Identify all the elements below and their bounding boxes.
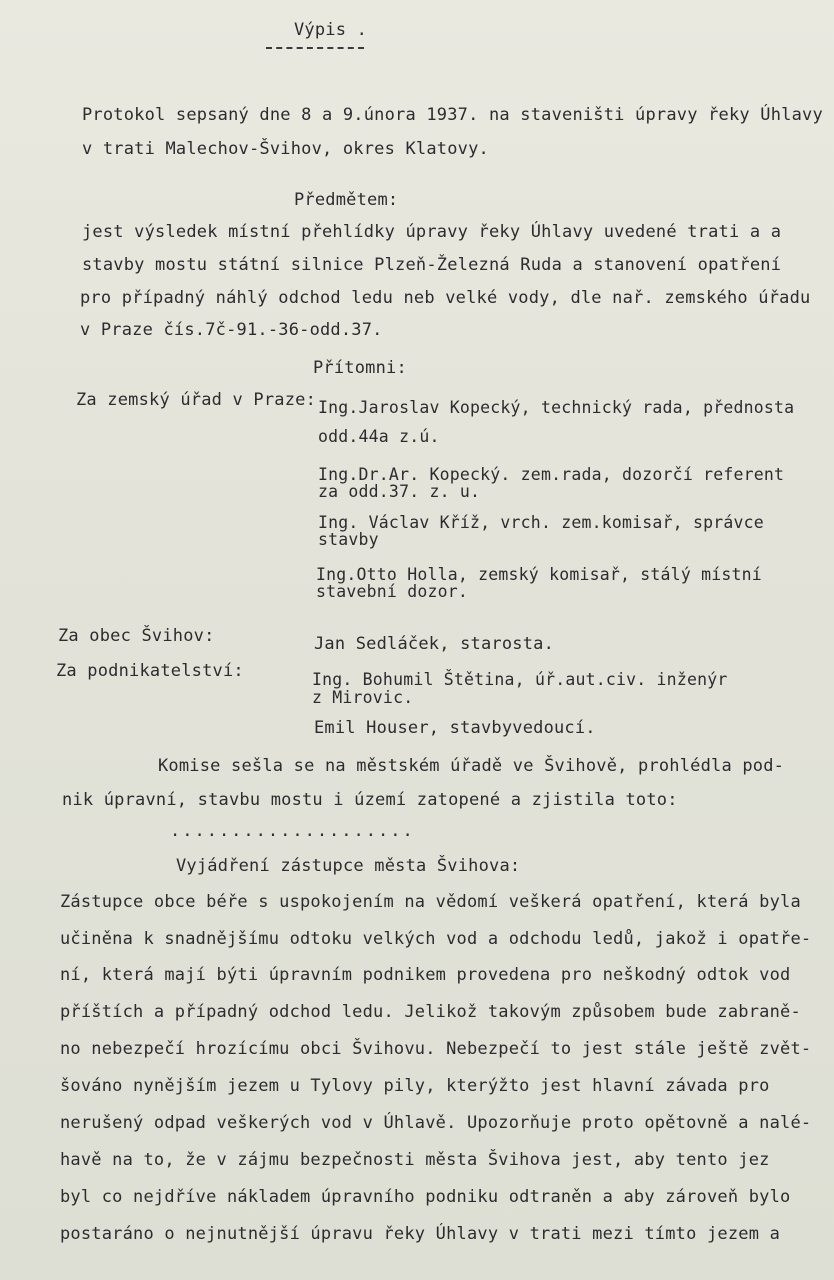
subject-line-2: stavby mostu státní silnice Plzeň-Železná Ruda a stanovení opatření [82,255,782,275]
title-underline [266,47,364,49]
zemsky-urad-label: Za zemský úřad v Praze: [76,390,317,410]
document-title: Výpis . [294,20,368,40]
person-line: odd.44a z.ú. [318,427,440,446]
person-line: Ing.Jaroslav Kopecký, technický rada, přednosta [318,398,795,417]
person-line: za odd.37. z. u. [318,482,481,501]
ellipsis-separator: .................... [170,821,415,841]
obec-label: Za obec Švihov: [58,626,215,646]
statement-line: byl co nejdříve nákladem úpravního podniku odtraněn a aby zároveň bylo [60,1187,791,1207]
subject-line-3: pro případný náhlý odchod ledu neb velké vody, dle nař. zemského úřadu [80,288,811,308]
statement-line: příštích a případný odchod ledu. Jelikož takovým způsobem bude zabraně- [60,1002,801,1022]
statement-line: havě na to, že v zájmu bezpečnosti města Švihova jest, aby tento jez [60,1150,770,1170]
person-line: Ing.Dr.Ar. Kopecký. zem.rada, dozorčí referent [318,465,785,484]
obec-person: Jan Sedláček, starosta. [314,634,555,654]
intro-line-2: v trati Malechov-Švihov, okres Klatovy. [82,139,489,159]
statement-line: Zástupce obce béře s uspokojením na vědomí veškerá opatření, která byla [60,892,801,912]
statement-line: ní, která mají býti úpravním podnikem provedena pro neškodný odtok vod [60,965,791,985]
intro-line-1: Protokol sepsaný dne 8 a 9.února 1937. na staveništi úpravy řeky Úhlavy [82,105,823,125]
person-line: Ing.Otto Holla, zemský komisař, stálý místní [316,565,762,584]
statement-line: postaráno o nejnutnější úpravu řeky Úhlavy v trati mezi tímto jezem a [60,1224,781,1244]
person-line: stavební dozor. [316,582,469,601]
person-line: z Mirovic. [312,688,414,707]
statement-line: učiněna k snadnějšímu odtoku velkých vod a odchodu ledů, jakož i opatře- [60,929,812,949]
podnik-label: Za podnikatelství: [56,661,244,681]
present-heading: Přítomni: [313,358,407,378]
commission-line-2: nik úpravní, stavbu mostu i území zatopené a zjistila toto: [62,790,678,810]
statement-line: nerušený odpad veškerých vod v Úhlavě. Upozorňuje proto opětovně a nalé- [60,1113,812,1133]
subject-line-1: jest výsledek místní přehlídky úpravy řeky Úhlavy uvedené trati a a [82,222,782,242]
subject-line-4: v Praze čís.7č-91.-36-odd.37. [80,320,383,340]
person-line: Ing. Václav Kříž, vrch. zem.komisař, správce [318,513,764,532]
commission-line-1: Komise sešla se na městském úřadě ve Švihově, prohlédla pod- [158,756,785,776]
person-line: stavby [318,530,379,549]
person-line: Emil Houser, stavbyvedoucí. [314,718,596,738]
subject-heading: Předmětem: [294,190,399,210]
statement-heading: Vyjádření zástupce města Švihova: [176,856,521,876]
person-line: Ing. Bohumil Štětina, úř.aut.civ. inženýr [312,670,728,689]
statement-line: no nebezpečí hrozícímu obci Švihovu. Nebezpečí to jest stále ještě zvět- [60,1039,812,1059]
statement-line: šováno nynějším jezem u Tylovy pily, kterýžto jest hlavní závada pro [60,1076,770,1096]
